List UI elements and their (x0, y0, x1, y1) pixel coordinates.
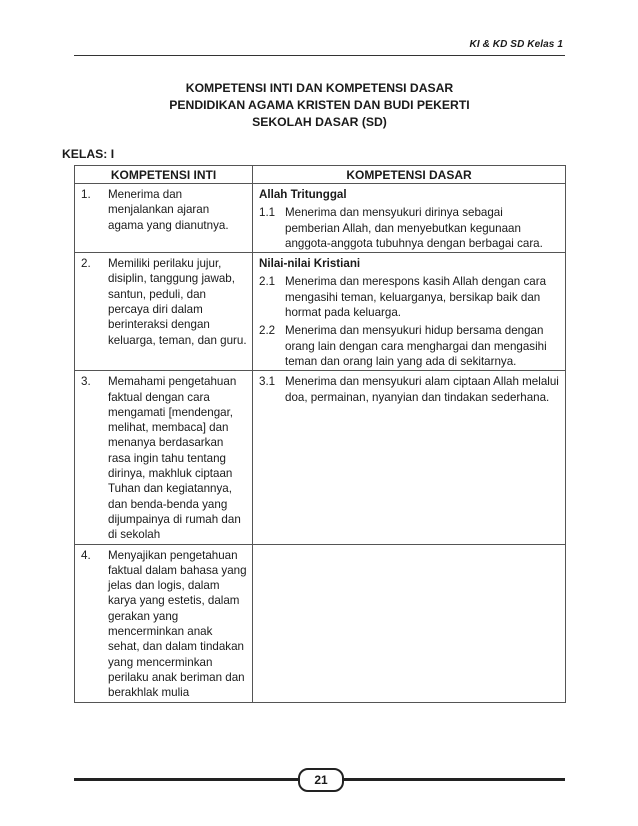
footer-rule-right (339, 778, 565, 781)
ki-text: Memiliki perilaku jujur, disiplin, tanggung jawab, santun, peduli, dan percaya diri dalam berinteraksi dengan keluarga, teman, dan guru. (108, 257, 247, 347)
kd-cell (253, 253, 566, 371)
ki-text: Memahami pengetahuan faktual dengan cara mengamati [mendengar, melihat, membaca] dan menanya berdasarkan rasa ingin tahu tentang dirinya, makhluk ciptaan Tuhan dan kegiatannya, dan benda-benda yang dijumpainya di rumah dan di sekolah (108, 375, 241, 542)
ki-number: 3. (81, 375, 91, 389)
kd-number: 2.1 (259, 275, 276, 289)
kd-cell (253, 184, 566, 253)
class-label: KELAS: I (62, 147, 115, 161)
competency-table (74, 165, 566, 703)
ki-text: Menyajikan pengetahuan faktual dalam bahasa yang jelas dan logis, dalam karya yang estetis, dalam gerakan yang mencerminkan anak sehat, dan dalam tindakan yang mencerminkan perilaku anak beriman dan berakhlak mulia (108, 548, 247, 700)
kd-text: Menerima dan mensyukuri dirinya sebagai pemberian Allah, dan menyebutkan kegunaan anggota-anggota tubuhnya dengan berbagai cara. (285, 206, 543, 250)
ki-text: Menerima dan menjalankan ajaran agama yang dianutnya. (108, 188, 229, 232)
kd-text: Menerima dan merespons kasih Allah dengan cara mengasihi teman, keluarganya, bersikap baik dan hormat pada keluarga. (285, 275, 547, 320)
ki-number: 1. (81, 188, 91, 201)
kd-item (259, 274, 560, 320)
title-line-3: SEKOLAH DASAR (SD) (252, 115, 387, 129)
ki-cell (75, 184, 253, 253)
document-title (74, 80, 565, 131)
footer-rule-left (74, 778, 300, 781)
page-number: 21 (298, 768, 344, 792)
table-row (75, 253, 566, 371)
kd-heading: Allah Tritunggal (259, 188, 347, 201)
kd-item (259, 323, 560, 369)
table-row (75, 544, 566, 702)
ki-cell (75, 253, 253, 371)
ki-number: 2. (81, 257, 91, 271)
header-rule (74, 55, 565, 56)
kd-text: Menerima dan mensyukuri alam ciptaan Allah melalui doa, permainan, nyanyian dan tindakan sederhana. (285, 375, 559, 404)
ki-number: 4. (81, 548, 91, 562)
kd-heading: Nilai-nilai Kristiani (259, 257, 361, 271)
header-kompetensi-dasar: KOMPETENSI DASAR (253, 166, 566, 184)
kd-cell-empty (253, 544, 566, 702)
title-line-2: PENDIDIKAN AGAMA KRISTEN DAN BUDI PEKERTI (169, 98, 470, 112)
ki-cell (75, 544, 253, 702)
table-header-row (75, 166, 566, 184)
header-kompetensi-inti: KOMPETENSI INTI (75, 166, 253, 184)
ki-cell (75, 371, 253, 544)
kd-item (259, 205, 560, 251)
kd-text: Menerima dan mensyukuri hidup bersama dengan orang lain dengan cara menghargai dan mengasihi teman dan orang lain yang ada di sekitarnya. (285, 324, 547, 368)
kd-number: 3.1 (259, 375, 276, 389)
kd-cell (253, 371, 566, 544)
table-row (75, 371, 566, 544)
kd-number: 2.2 (259, 324, 276, 338)
kd-number: 1.1 (259, 206, 276, 220)
table-row (75, 184, 566, 253)
title-line-1: KOMPETENSI INTI DAN KOMPETENSI DASAR (185, 81, 454, 95)
kd-item (259, 374, 560, 405)
running-head: KI & KD SD Kelas 1 (469, 39, 563, 50)
